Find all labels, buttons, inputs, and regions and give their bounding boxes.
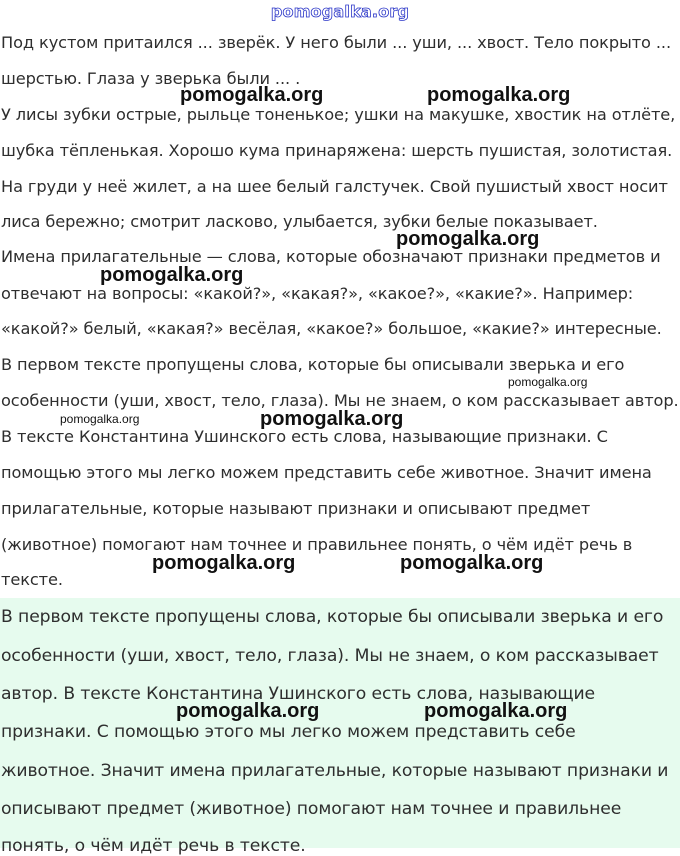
text-line: «какой?» белый, «какая?» весёлая, «какое?» большое, «какие?» интересные.	[1, 319, 662, 338]
text-line: особенности (уши, хвост, тело, глаза). Мы не знаем, о ком рассказывает автор.	[1, 391, 679, 410]
answer-line: особенности (уши, хвост, тело, глаза). Мы не знаем, о ком рассказывает	[1, 646, 659, 666]
text-line: шубка тёпленькая. Хорошо кума принаряжена: шерсть пушистая, золотистая.	[1, 141, 673, 160]
answer-line: автор. В тексте Константина Ушинского есть слова, называющие	[1, 684, 596, 704]
watermark-text: pomogalka.org	[424, 700, 568, 722]
text-line: Имена прилагательные — слова, которые обозначают признаки предметов и	[1, 247, 661, 266]
text-line: Под кустом притаился ... зверёк. У него были ... уши, ... хвост. Тело покрыто ...	[1, 33, 672, 52]
answer-line: животное. Значит имена прилагательные, которые называют признаки и	[1, 761, 669, 781]
text-line: На груди у неё жилет, а на шее белый галстучек. Свой пушистый хвост носит	[1, 177, 668, 196]
watermark-text: pomogalka.org	[60, 412, 140, 426]
answer-box	[0, 598, 680, 856]
text-line: лиса бережно; смотрит ласково, улыбается, зубки белые показывает.	[1, 212, 598, 231]
watermark-text: pomogalka.org	[400, 552, 544, 574]
watermark-text: pomogalka.org	[508, 375, 588, 389]
watermark-text: pomogalka.org	[152, 552, 296, 574]
text-line: В первом тексте пропущены слова, которые бы описывали зверька и его	[1, 355, 625, 374]
text-line: тексте.	[1, 570, 63, 589]
watermark-text: pomogalka.org	[180, 84, 324, 106]
site-header-logo[interactable]: pomogalka.org	[270, 2, 410, 21]
answer-line: понять, о чём идёт речь в тексте.	[1, 836, 306, 856]
text-line: отвечают на вопросы: «какой?», «какая?», «какое?», «какие?». Например:	[1, 284, 634, 303]
text-line: прилагательные, которые называют признаки и описывают предмет	[1, 499, 591, 518]
answer-line: описывают предмет (животное) помогают нам точнее и правильнее	[1, 799, 622, 819]
answer-line: В первом тексте пропущены слова, которые бы описывали зверька и его	[1, 607, 664, 627]
text-line: (животное) помогают нам точнее и правильнее понять, о чём идёт речь в	[1, 535, 633, 554]
watermark-text: pomogalka.org	[260, 408, 404, 430]
watermark-text: pomogalka.org	[100, 264, 244, 286]
text-line: У лисы зубки острые, рыльце тоненькое; ушки на макушке, хвостик на отлёте,	[1, 105, 676, 124]
watermark-text: pomogalka.org	[176, 700, 320, 722]
answer-line: признаки. С помощью этого мы легко можем представить себе	[1, 722, 576, 742]
watermark-text: pomogalka.org	[427, 84, 571, 106]
text-line: В тексте Константина Ушинского есть слова, называющие признаки. С	[1, 427, 608, 446]
text-line: шерстью. Глаза у зверька были ... .	[1, 69, 301, 88]
text-line: помощью этого мы легко можем представить себе животное. Значит имена	[1, 463, 652, 482]
watermark-text: pomogalka.org	[396, 228, 540, 250]
